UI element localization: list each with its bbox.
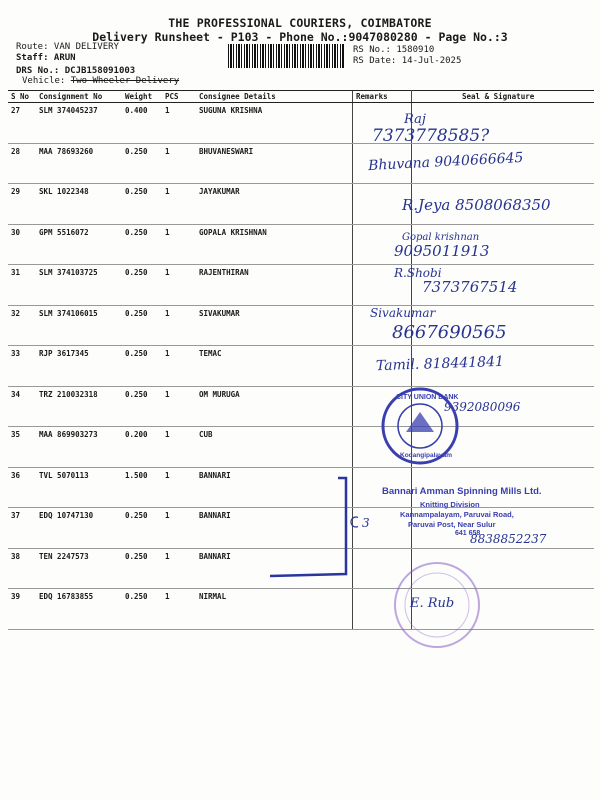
signature-32-phone: 8667690565	[392, 322, 507, 343]
signature-31-phone: 7373767514	[422, 278, 518, 296]
signature-30-name: Gopal krishnan	[402, 232, 480, 243]
row-consignment: TRZ 210032318	[36, 386, 122, 427]
signature-28: Bhuvana 9040666645	[367, 149, 524, 175]
row-sno: 38	[8, 548, 36, 589]
vehicle-row	[22, 76, 179, 87]
row-sno: 34	[8, 386, 36, 427]
row-pcs: 1	[162, 508, 196, 549]
drs-number: DRS No.: DCJB158091003	[16, 66, 136, 76]
row-weight: 0.250	[122, 143, 162, 184]
row-consignment: SLM 374103725	[36, 265, 122, 306]
row-consignee: BANNARI	[196, 508, 353, 549]
row-sno: 28	[8, 143, 36, 184]
row-pcs: 1	[162, 265, 196, 306]
table-header-row	[8, 91, 594, 103]
row-sno: 35	[8, 427, 36, 468]
rs-number: RS No.: 1580910	[353, 45, 435, 55]
row-consignee: GOPALA KRISHNAN	[196, 224, 353, 265]
header-sno: S No	[8, 91, 36, 103]
row-consignment: TVL 5070113	[36, 467, 122, 508]
bracket-mark-icon	[268, 474, 358, 584]
page-subtitle: Delivery Runsheet - P103 - Phone No.:9047080280 - Page No.:3	[92, 30, 508, 44]
row-consignment: EDQ 16783855	[36, 589, 122, 630]
mill-stamp-line3: Kannampalayam, Paruvai Road,	[400, 510, 514, 519]
row-weight: 0.250	[122, 386, 162, 427]
header-consignment: Consignment No	[36, 91, 122, 103]
row-sno: 37	[8, 508, 36, 549]
table-row	[8, 427, 594, 468]
row-sno: 33	[8, 346, 36, 387]
table-row	[8, 346, 594, 387]
mill-stamp-line5: 641 658	[455, 530, 481, 537]
row-pcs: 1	[162, 467, 196, 508]
header-consignee: Consignee Details	[196, 91, 353, 103]
bank-stamp-top: CITY UNION BANK	[396, 394, 459, 401]
row-weight: 0.250	[122, 305, 162, 346]
vehicle-label: Vehicle:	[22, 76, 71, 86]
row-sno: 39	[8, 589, 36, 630]
bank-stamp-bottom: Kodangipalayam	[400, 452, 453, 459]
row-consignee: BANNARI	[196, 467, 353, 508]
row-weight: 0.200	[122, 427, 162, 468]
signature-37-number: 3	[362, 516, 370, 530]
row-pcs: 1	[162, 427, 196, 468]
mill-stamp-phone: 8838852237	[470, 532, 547, 546]
row-consignee: CUB	[196, 427, 353, 468]
header-signature: Seal & Signature	[412, 91, 595, 103]
row-weight: 1.500	[122, 467, 162, 508]
row-consignee: NIRMAL	[196, 589, 353, 630]
row-weight: 0.250	[122, 589, 162, 630]
row-consignment: SLM 374106015	[36, 305, 122, 346]
bank-stamp-mid: CUB	[413, 432, 431, 441]
row-weight: 0.250	[122, 548, 162, 589]
row-consignee: SIVAKUMAR	[196, 305, 353, 346]
seal-signature: E. Rub	[410, 596, 455, 611]
row-pcs: 1	[162, 386, 196, 427]
row-sno: 36	[8, 467, 36, 508]
vehicle-value: Two Wheeler Delivery	[70, 76, 180, 86]
row-weight: 0.400	[122, 103, 162, 144]
route-label: Route: VAN DELIVERY	[16, 42, 119, 52]
staff-label: Staff: ARUN	[16, 53, 76, 63]
row-consignment: MAA 78693260	[36, 143, 122, 184]
row-consignee: BANNARI	[196, 548, 353, 589]
row-consignee: SUGUNA KRISHNA	[196, 103, 353, 144]
row-consignment: TEN 2247573	[36, 548, 122, 589]
header-pcs: PCS	[162, 91, 196, 103]
row-consignee: RAJENTHIRAN	[196, 265, 353, 306]
rs-date: RS Date: 14-Jul-2025	[353, 56, 462, 66]
row-sno: 29	[8, 184, 36, 225]
table-row	[8, 589, 594, 630]
signature-30-phone: 9095011913	[394, 242, 490, 260]
row-consignee: BHUVANESWARI	[196, 143, 353, 184]
row-pcs: 1	[162, 305, 196, 346]
signature-32-name: Sivakumar	[370, 306, 436, 320]
row-weight: 0.250	[122, 508, 162, 549]
signature-29: R.Jeya 8508068350	[402, 196, 551, 214]
row-pcs: 1	[162, 589, 196, 630]
mill-stamp-line2: Knitting Division	[420, 500, 480, 509]
row-weight: 0.250	[122, 184, 162, 225]
header-weight: Weight	[122, 91, 162, 103]
signature-27-name: Raj	[404, 112, 426, 127]
row-pcs: 1	[162, 143, 196, 184]
signature-34: 9392080096	[444, 400, 521, 414]
row-consignment: MAA 869903273	[36, 427, 122, 468]
header-remarks: Remarks	[353, 91, 412, 103]
barcode	[228, 44, 344, 68]
row-pcs: 1	[162, 548, 196, 589]
table-row	[8, 103, 594, 144]
row-pcs: 1	[162, 184, 196, 225]
row-weight: 0.250	[122, 224, 162, 265]
row-consignee: JAYAKUMAR	[196, 184, 353, 225]
row-weight: 0.250	[122, 265, 162, 306]
row-weight: 0.250	[122, 346, 162, 387]
row-sno: 31	[8, 265, 36, 306]
table-row	[8, 224, 594, 265]
signature-33: Tamil. 818441841	[375, 353, 505, 375]
row-consignment: GPM 5516072	[36, 224, 122, 265]
row-consignment: RJP 3617345	[36, 346, 122, 387]
row-consignment: SKL 1022348	[36, 184, 122, 225]
row-sno: 32	[8, 305, 36, 346]
row-consignment: EDQ 10747130	[36, 508, 122, 549]
row-sno: 30	[8, 224, 36, 265]
signature-27-phone: 7373778585?	[372, 126, 490, 146]
signature-31-name: R.Shobi	[394, 266, 442, 280]
row-consignee: TEMAC	[196, 346, 353, 387]
row-pcs: 1	[162, 224, 196, 265]
row-consignee: OM MURUGA	[196, 386, 353, 427]
row-pcs: 1	[162, 346, 196, 387]
page-title: THE PROFESSIONAL COURIERS, COIMBATORE	[168, 16, 432, 30]
row-pcs: 1	[162, 103, 196, 144]
row-sno: 27	[8, 103, 36, 144]
row-consignment: SLM 374045237	[36, 103, 122, 144]
mill-stamp-line1: Bannari Amman Spinning Mills Ltd.	[382, 486, 542, 497]
mill-stamp-line4: Paruvai Post, Near Sulur	[408, 520, 496, 529]
